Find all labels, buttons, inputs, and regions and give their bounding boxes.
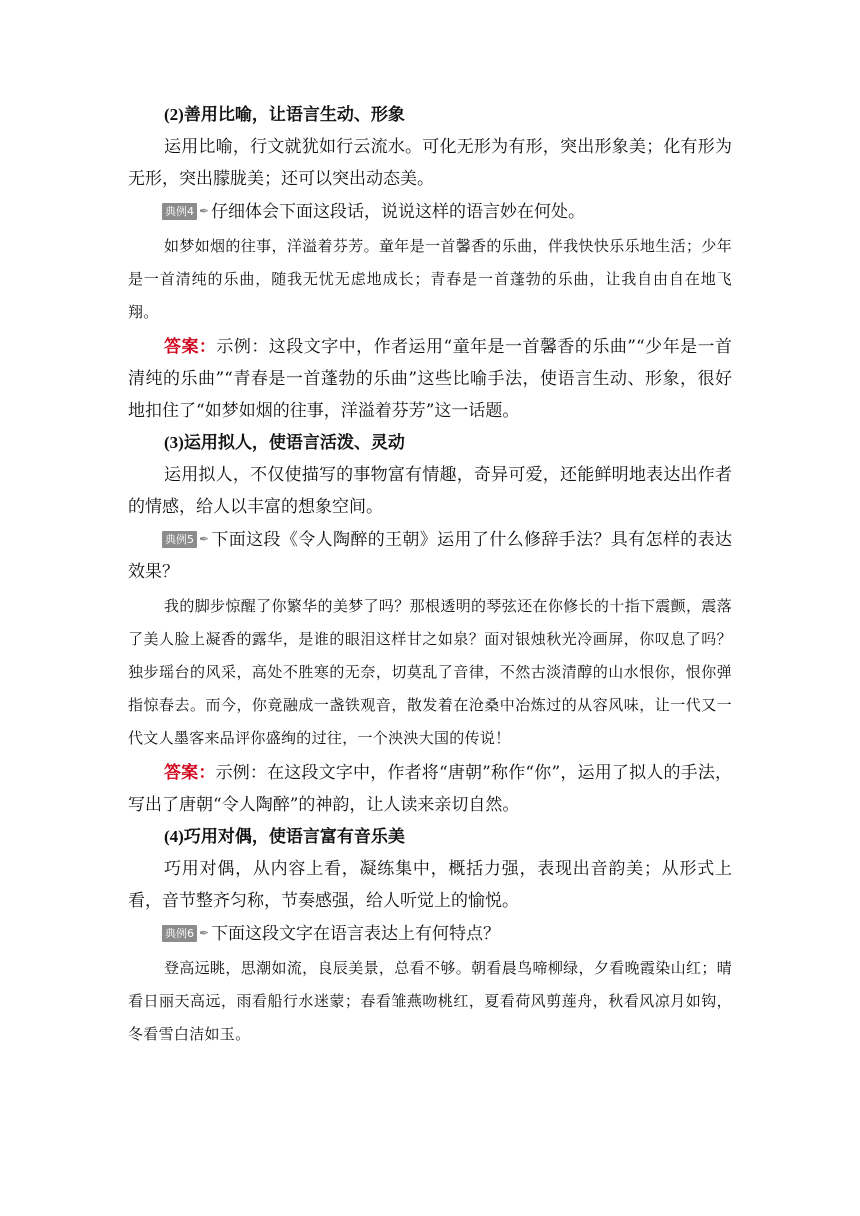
example-quote: 如梦如烟的往事，洋溢着芬芳。童年是一首馨香的乐曲，伴我快快乐乐地生活；少年是一首清纯的乐曲，随我无忧无虑地成长；青春是一首蓬勃的乐曲，让我自由自在地飞翔。	[128, 237, 732, 321]
example-6	[128, 917, 732, 950]
section-body-4: 巧用对偶，从内容上看，凝练集中，概括力强，表现出音韵美；从形式上看，音节整齐匀称，节奏感强，给人听觉上的愉悦。	[128, 859, 732, 911]
example-badge: 典例5	[162, 531, 197, 548]
section-body-2: 运用比喻，行文就犹如行云流水。可化无形为有形，突出形象美；化有形为无形，突出朦胧美；还可以突出动态美。	[128, 137, 732, 189]
example-4	[128, 195, 732, 228]
section-body-3: 运用拟人，不仅使描写的事物富有情趣，奇异可爱，还能鲜明地表达出作者的情感，给人以丰富的想象空间。	[128, 465, 732, 517]
section-heading-3: (3)运用拟人，使语言活泼、灵动	[164, 433, 405, 452]
example-badge: 典例4	[162, 203, 197, 220]
example-quote: 我的脚步惊醒了你繁华的美梦了吗？那根透明的琴弦还在你修长的十指下震颤，震落了美人脸上凝香的露华，是谁的眼泪这样甘之如泉？面对银烛秋光冷画屏，你叹息了吗？独步瑶台的风采，高处不胜寒的无奈，切莫乱了音律，不然古淡清醇的山水恨你，恨你弹指惊春去。而今，你竟融成一盏铁观音，散发着在沧桑中冶炼过的从容风味，让一代又一代文人墨客来品评你盛绚的过往，一个泱泱大国的传说！	[128, 597, 732, 747]
answer-text: 示例：在这段文字中，作者将“唐朝”称作“你”，运用了拟人的手法，写出了唐朝“令人陶醉”的神韵，让人读来亲切自然。	[128, 763, 733, 815]
leaf-icon: ✒	[199, 926, 210, 940]
document-content	[128, 99, 732, 1053]
section-heading-4: (4)巧用对偶，使语言富有音乐美	[164, 827, 405, 846]
answer	[128, 757, 732, 821]
example-5	[128, 523, 732, 588]
example-quote: 登高远眺，思潮如流，良辰美景，总看不够。朝看晨鸟啼柳绿，夕看晚霞染山红；晴看日丽天高远，雨看船行水迷蒙；春看雏燕吻桃红，夏看荷风剪莲舟，秋看风凉月如钩，冬看雪白洁如玉。	[128, 959, 732, 1043]
section-heading-2: (2)善用比喻，让语言生动、形象	[164, 105, 405, 124]
example-question: 下面这段《令人陶醉的王朝》运用了什么修辞手法？具有怎样的表达效果？	[128, 530, 732, 582]
answer	[128, 331, 732, 427]
answer-text: 示例：这段文字中，作者运用“童年是一首馨香的乐曲”“少年是一首清纯的乐曲”“青春是一首蓬勃的乐曲”这些比喻手法，使语言生动、形象，很好地扣住了“如梦如烟的往事，洋溢着芬芳”这一话题。	[128, 337, 733, 421]
answer-label: 答案：	[164, 763, 216, 783]
leaf-icon: ✒	[199, 532, 210, 546]
example-question: 下面这段文字在语言表达上有何特点？	[211, 924, 501, 944]
example-badge: 典例6	[162, 925, 197, 942]
answer-label: 答案：	[164, 337, 217, 357]
leaf-icon: ✒	[199, 204, 210, 218]
example-question: 仔细体会下面这段话，说说这样的语言妙在何处。	[211, 202, 586, 222]
